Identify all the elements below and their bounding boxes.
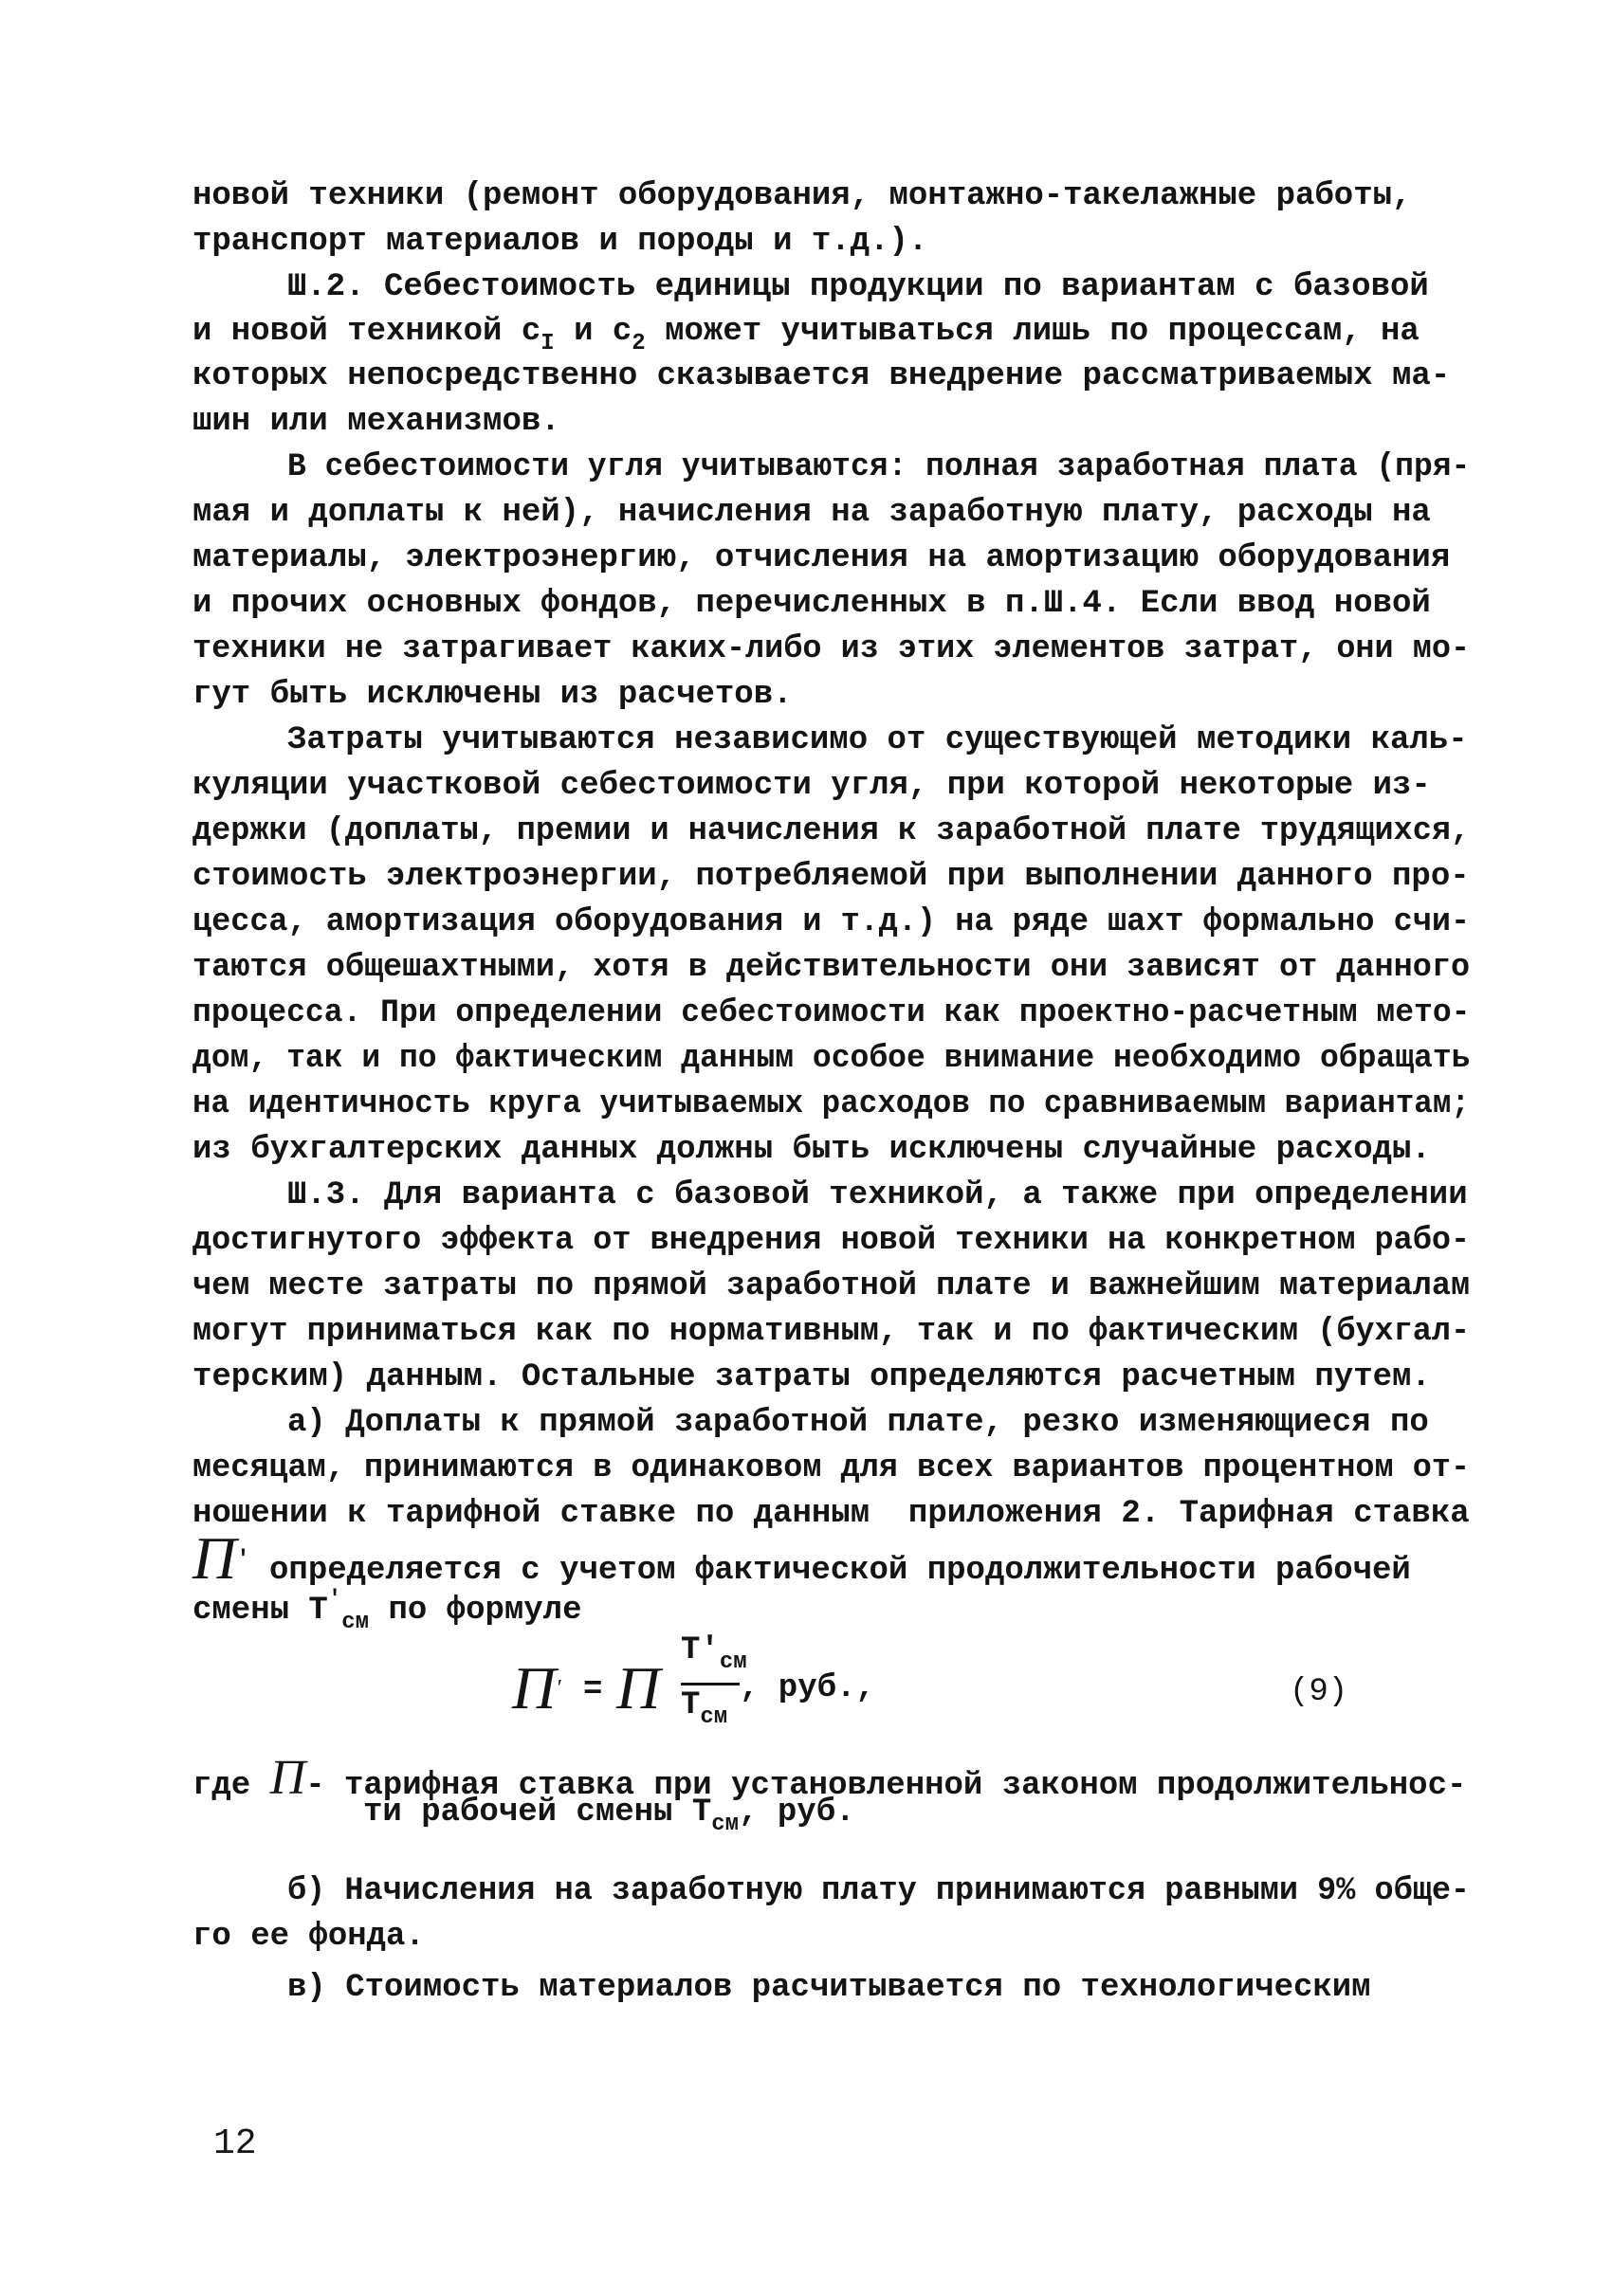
fraction-numerator xyxy=(681,1632,747,1675)
pi-symbol: П xyxy=(192,1524,237,1592)
formula-rhs-pi: П xyxy=(616,1654,661,1722)
text-line: на идентичность круга учитываемых расходов по сравниваемым вариантам; xyxy=(192,1086,1470,1122)
subscript: см xyxy=(711,1812,740,1837)
text-line: стоимость электроэнергии, потребляемой при выполнении данного про- xyxy=(192,859,1470,895)
formula-lhs-pi xyxy=(512,1653,560,1723)
text-line: процесса. При определении себестоимости как проектно-расчетным мето- xyxy=(192,995,1471,1031)
text-line: держки (доплаты, премии и начисления к заработной плате трудящихся, xyxy=(192,813,1471,849)
subscript: I xyxy=(540,331,555,356)
text-line: а) Доплаты к прямой заработной плате, резко изменяющиеся по xyxy=(287,1405,1429,1441)
text-line: мая и доплаты к ней), начисления на заработную плату, расходы на xyxy=(192,495,1431,531)
text-line: техники не затрагивает каких-либо из этих элементов затрат, они мо- xyxy=(192,631,1471,667)
pi-symbol: П xyxy=(512,1654,557,1722)
subscript: см xyxy=(341,1610,370,1635)
subscript: см xyxy=(719,1649,747,1675)
subscript: см xyxy=(700,1704,728,1730)
prime-mark: ′ xyxy=(556,1676,561,1701)
equals-sign: = xyxy=(583,1672,603,1708)
text-line: в) Стоимость материалов расчитывается по технологическим xyxy=(287,1970,1371,2006)
text-fragment: и с xyxy=(554,314,632,350)
text-line: новой техники (ремонт оборудования, монтажно-такелажные работы, xyxy=(192,178,1412,214)
text-line-pi xyxy=(192,1524,1411,1592)
text-line: б) Начисления на заработную плату принимаются равными 9% обще- xyxy=(287,1873,1471,1909)
text-line: и прочих основных фондов, перечисленных в п.Ш.4. Если ввод новой xyxy=(192,586,1431,622)
text-fragment: ти рабочей смены T xyxy=(363,1795,712,1831)
text-fragment: , руб. xyxy=(739,1795,855,1831)
prime-mark: ′ xyxy=(327,1587,342,1613)
text-line: могут приниматься как по нормативным, так и по фактическим (бухгал- xyxy=(192,1314,1471,1350)
text-line: ношении к тарифной ставке по данным приложения 2. Тарифная ставка xyxy=(192,1496,1470,1532)
prime-mark: ′ xyxy=(236,1547,250,1573)
text-line: чем месте затраты по прямой заработной плате и важнейшим материалам xyxy=(192,1268,1471,1304)
text-fragment: и новой техникой с xyxy=(192,314,541,350)
text-line: дом, так и по фактическим данным особое внимание необходимо обращать xyxy=(192,1041,1471,1077)
text-line: гут быть исключены из расчетов. xyxy=(192,677,793,713)
text-line: терским) данным. Остальные затраты определяются расчетным путем. xyxy=(192,1359,1431,1395)
text-line: материалы, электроэнергию, отчисления на амортизацию оборудования xyxy=(192,540,1451,576)
text-line: Ш.3. Для варианта с базовой техникой, а также при определении xyxy=(287,1177,1468,1213)
text-line: В себестоимости угля учитываются: полная заработная плата (пря- xyxy=(287,449,1471,485)
text-line: месяцам, принимаются в одинаковом для всех вариантов процентном от- xyxy=(192,1450,1471,1486)
denominator-t: T xyxy=(681,1687,701,1723)
text-fragment: по формуле xyxy=(369,1593,582,1629)
text-line-c-subscripts xyxy=(192,316,1420,355)
text-fragment: может учитываться лишь по процессам, на xyxy=(645,314,1420,350)
text-line: Затраты учитываются независимо от существующей методики каль- xyxy=(287,722,1468,758)
text-line: транспорт материалов и породы и т.д.). xyxy=(192,224,928,260)
equation-number: (9) xyxy=(1290,1674,1348,1710)
where-line-2 xyxy=(363,1796,855,1836)
text-line: Ш.2. Себестоимость единицы продукции по вариантам с базовой xyxy=(287,269,1429,305)
text-line-smeny xyxy=(192,1589,581,1634)
text-line: го ее фонда. xyxy=(192,1919,425,1955)
numerator-t: T′ xyxy=(681,1632,720,1668)
text-line: достигнутого эффекта от внедрения новой техники на конкретном рабо- xyxy=(192,1223,1471,1259)
pi-symbol: П xyxy=(269,1751,306,1805)
text-line: которых непосредственно сказывается внедрение рассматриваемых ма- xyxy=(192,358,1451,394)
formula-9 xyxy=(512,1632,1365,1746)
text-fragment: - тарифная ставка при установленной законом продолжительнос- xyxy=(305,1768,1467,1804)
subscript: 2 xyxy=(632,331,646,356)
text-fragment: смены T xyxy=(192,1593,328,1629)
where-word: где xyxy=(192,1768,251,1804)
text-line: куляции участковой себестоимости угля, при которой некоторые из- xyxy=(192,768,1431,804)
text-line: шин или механизмов. xyxy=(192,404,560,440)
text-line: таются общешахтными, хотя в действительности они зависят от данного xyxy=(192,950,1471,986)
fraction-denominator xyxy=(681,1687,727,1730)
fraction-bar xyxy=(681,1683,740,1686)
formula-unit: , руб., xyxy=(740,1670,875,1706)
text-line: цесса, амортизация оборудования и т.д.) на ряде шахт формально счи- xyxy=(192,904,1471,940)
page-number: 12 xyxy=(213,2123,257,2164)
text-line: из бухгалтерских данных должны быть исключены случайные расходы. xyxy=(192,1132,1431,1168)
text-fragment: определяется с учетом фактической продолжительности рабочей xyxy=(249,1553,1411,1589)
